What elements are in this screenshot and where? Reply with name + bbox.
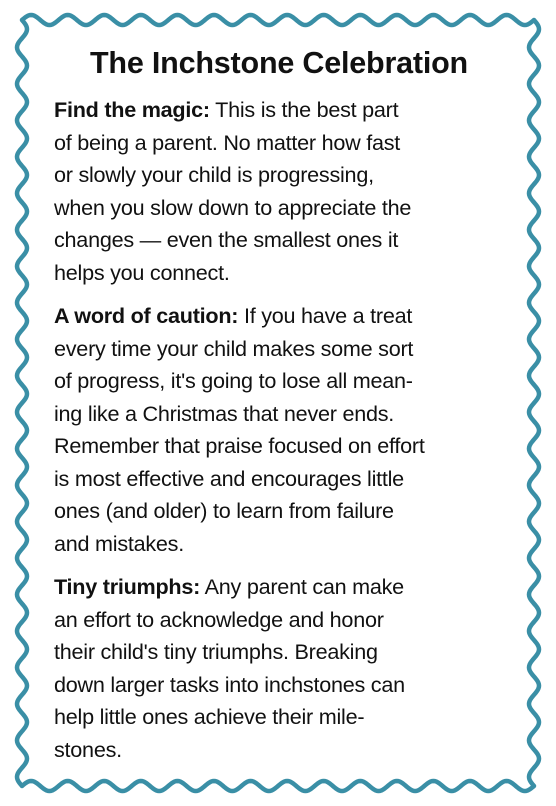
paragraph-line: is most effective and encourages little	[54, 465, 404, 491]
paragraph-line: and mistakes.	[54, 530, 184, 556]
paragraph-line: every time your child makes some sort	[54, 335, 414, 361]
box-title: The Inchstone Celebration	[90, 46, 468, 80]
paragraph-line: help little ones achieve their mile-	[54, 704, 365, 729]
section-word-of-caution	[54, 300, 504, 560]
paragraph-line: Find the magic: This is the best part	[54, 97, 399, 122]
paragraph-line: stones.	[54, 736, 122, 762]
paragraph-line: changes — even the smallest ones it	[54, 227, 399, 252]
paragraph-line: of being a parent. No matter how fast	[54, 129, 401, 155]
paragraph-line: A word of caution: If you have a treat	[54, 303, 413, 328]
paragraph-line: their child's tiny triumphs. Breaking	[54, 639, 378, 664]
paragraph-line: Tiny triumphs: Any parent can make	[54, 574, 404, 599]
callout-box	[54, 40, 504, 777]
paragraph-line: Remember that praise focused on effort	[54, 433, 425, 458]
section-tiny-triumphs	[54, 571, 504, 766]
paragraph-line: when you slow down to appreciate the	[54, 194, 412, 220]
section-lead: Tiny triumphs:	[54, 574, 201, 599]
section-lead: Find the magic:	[54, 97, 210, 122]
paragraph-line: down larger tasks into inchstones can	[54, 671, 405, 697]
paragraph-line: ing like a Christmas that never ends.	[54, 400, 395, 426]
paragraph-line: of progress, it's going to lose all mean-	[54, 368, 413, 393]
section-lead: A word of caution:	[54, 303, 239, 328]
paragraph-line: ones (and older) to learn from failure	[54, 498, 394, 523]
paragraph-line: helps you connect.	[54, 259, 230, 285]
section-find-the-magic	[54, 94, 504, 289]
paragraph-line: an effort to acknowledge and honor	[54, 606, 384, 632]
paragraph-line: or slowly your child is progressing,	[54, 162, 374, 187]
